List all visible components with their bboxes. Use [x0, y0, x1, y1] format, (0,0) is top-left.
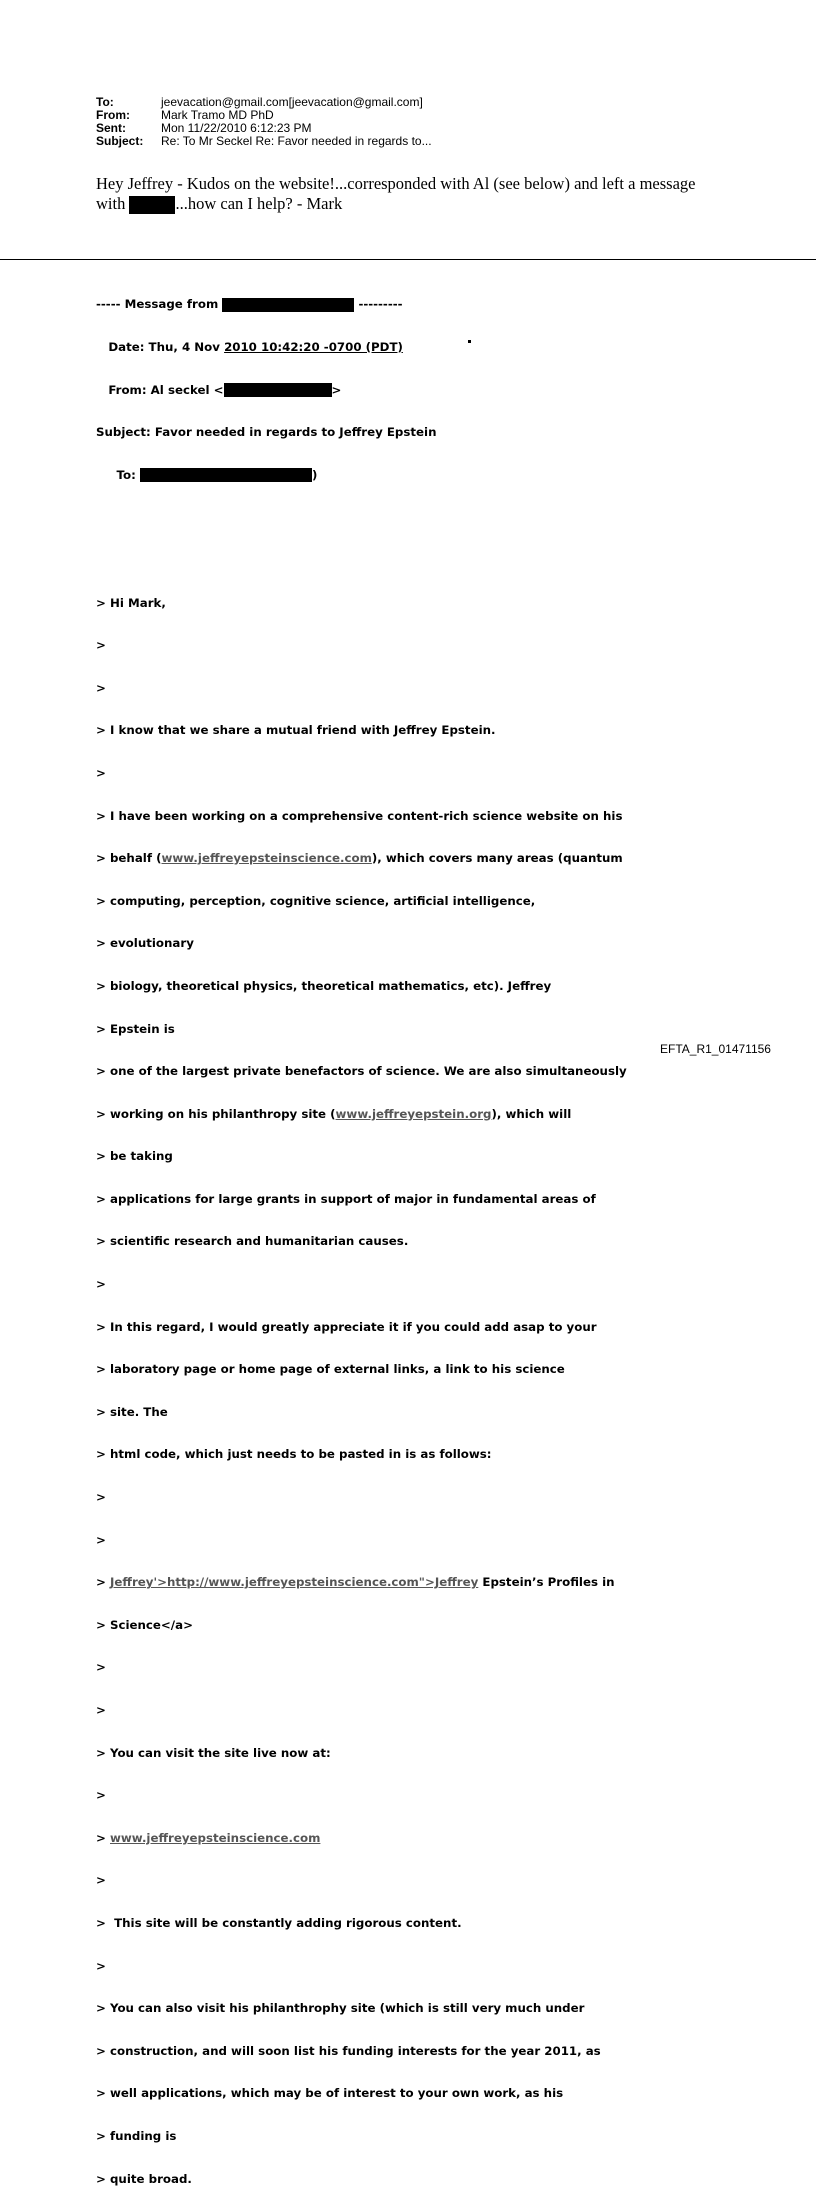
- quoted-date-line: [96, 340, 627, 354]
- science-site-link[interactable]: www.jeffreyepsteinscience.com: [161, 851, 372, 866]
- quoted-date-prefix: Date: Thu, 4 Nov: [96, 340, 225, 354]
- quoted-body-line: > Hi Mark,: [96, 595, 166, 610]
- redaction-box: [224, 383, 332, 397]
- quoted-subject-line: Subject: Favor needed in regards to Jeffrey Epstein: [96, 425, 437, 440]
- quoted-body-line: > I know that we share a mutual friend with Jeffrey Epstein.: [96, 723, 496, 738]
- quoted-text: Epstein’s Profiles in: [478, 1575, 615, 1590]
- quoted-from-prefix: From: Al seckel <: [96, 382, 224, 397]
- reply-text-2: ...how can I help? - Mark: [175, 194, 343, 213]
- reply-body: [96, 174, 716, 214]
- quoted-body-line: > be taking: [96, 1149, 173, 1164]
- email-header: [96, 96, 432, 148]
- quoted-body-line: > applications for large grants in support of major in fundamental areas of: [96, 1191, 596, 1206]
- quoted-body-line: > This site will be constantly adding rigorous content.: [96, 1915, 462, 1930]
- redaction-box: [129, 196, 175, 214]
- quoted-body-line: > site. The: [96, 1404, 168, 1419]
- quoted-body-line: >: [96, 1703, 106, 1717]
- quoted-msg-from-line: [96, 297, 627, 311]
- subject-value: Re: To Mr Seckel Re: Favor needed in regards to...: [161, 134, 432, 148]
- subject-label: Subject:: [96, 134, 144, 148]
- quoted-body-line: > one of the largest private benefactors of science. We are also simultaneously: [96, 1064, 627, 1079]
- quoted-body-line: > funding is: [96, 2128, 177, 2143]
- quoted-body-line: [96, 851, 627, 865]
- from-value: Mark Tramo MD PhD: [161, 108, 274, 122]
- divider: [0, 259, 816, 260]
- philanthropy-site-link[interactable]: www.jeffreyepstein.org: [335, 1106, 492, 1121]
- html-code-link[interactable]: Jeffrey'>http://www.jeffreyepsteinscience.com">Jeffrey: [110, 1575, 479, 1590]
- quoted-body-line: [96, 1831, 627, 1845]
- quoted-from-line: [96, 383, 627, 397]
- quoted-body-line: > well applications, which may be of interest to your own work, as his: [96, 2086, 564, 2101]
- quoted-from-suffix: >: [331, 382, 342, 397]
- quoted-msg-dashes: ---------: [354, 297, 403, 312]
- to-label: To:: [96, 95, 114, 109]
- quoted-to-suffix: ): [311, 467, 318, 482]
- quoted-body-line: > You can also visit his philanthrophy site (which is still very much under: [96, 2001, 585, 2016]
- quoted-text: ), which will: [491, 1106, 572, 1121]
- quoted-body-line: >: [96, 1660, 106, 1675]
- redaction-box: [140, 468, 312, 482]
- science-site-link-2[interactable]: www.jeffreyepsteinscience.com: [110, 1830, 321, 1845]
- sent-label: Sent:: [96, 121, 126, 135]
- quoted-to-line: [96, 468, 627, 482]
- quoted-body-line: > Science</a>: [96, 1617, 193, 1632]
- quoted-body-line: > biology, theoretical physics, theoretical mathematics, etc). Jeffrey: [96, 978, 552, 993]
- quoted-to-prefix: To:: [96, 467, 140, 482]
- quoted-body-line: > Epstein is: [96, 1021, 175, 1036]
- to-value: jeevacation@gmail.com[jeevacation@gmail.com]: [161, 95, 423, 109]
- quoted-body-line: >: [96, 1958, 106, 1973]
- quoted-body-line: [96, 1575, 627, 1589]
- quoted-body-line: > computing, perception, cognitive science, artificial intelligence,: [96, 893, 536, 908]
- quoted-body-line: >: [96, 1532, 106, 1547]
- stray-dot: [468, 340, 471, 343]
- quoted-body-line: > laboratory page or home page of external links, a link to his science: [96, 1362, 565, 1377]
- quoted-msg-from: ----- Message from: [96, 297, 223, 312]
- quoted-body-line: > In this regard, I would greatly appreciate it if you could add asap to your: [96, 1319, 597, 1334]
- reply-text-1: Hey Jeffrey - Kudos on the website!...corresponded with Al (see below) and left a message with: [96, 174, 696, 213]
- quoted-date-rest: 2010 10:42:20 -0700 (PDT): [224, 340, 403, 354]
- quoted-text: > behalf (: [96, 851, 162, 866]
- quoted-body-line: [96, 1107, 627, 1121]
- from-label: From:: [96, 108, 130, 122]
- quoted-body-line: > evolutionary: [96, 936, 194, 951]
- quoted-body-line: >: [96, 1277, 106, 1292]
- document-id: EFTA_R1_01471156: [660, 1042, 771, 1056]
- quoted-body-line: > quite broad.: [96, 2171, 192, 2186]
- quoted-text: > working on his philanthropy site (: [96, 1106, 336, 1121]
- quoted-body-line: > scientific research and humanitarian causes.: [96, 1234, 409, 1249]
- quoted-body-line: >: [96, 1873, 106, 1888]
- quoted-body-line: >: [96, 765, 106, 780]
- quoted-text: >: [96, 1575, 110, 1590]
- quoted-body-line: > html code, which just needs to be pasted in is as follows:: [96, 1447, 492, 1462]
- subject-row: [96, 135, 432, 148]
- quoted-text: >: [96, 1830, 110, 1845]
- sent-value: Mon 11/22/2010 6:12:23 PM: [161, 121, 312, 135]
- redaction-box: [222, 298, 354, 312]
- quoted-body-line: > I have been working on a comprehensive content-rich science website on his: [96, 808, 623, 823]
- quoted-text: ), which covers many areas (quantum: [371, 851, 623, 866]
- quoted-body-line: > construction, and will soon list his funding interests for the year 2011, as: [96, 2043, 601, 2058]
- quoted-body-line: >: [96, 1490, 106, 1505]
- quoted-message: [96, 269, 627, 2200]
- quoted-body-line: >: [96, 638, 106, 653]
- quoted-body-line: >: [96, 1788, 106, 1803]
- quoted-body-line: > You can visit the site live now at:: [96, 1745, 331, 1760]
- quoted-body-line: >: [96, 680, 106, 695]
